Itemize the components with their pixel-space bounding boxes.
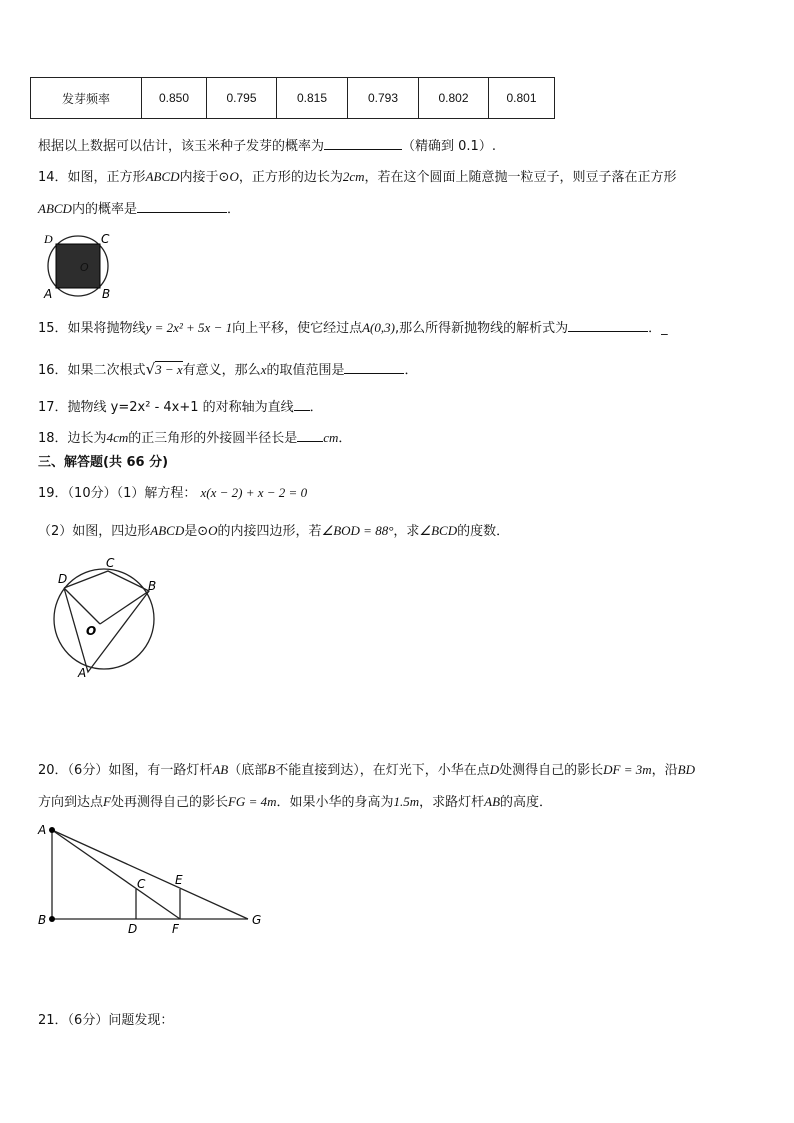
q19-part2: （2）如图，四边形ABCD是⊙O的内接四边形，若∠BOD = 88°，求∠BCD的度数． (38, 523, 510, 539)
label-o: O (80, 261, 89, 274)
answer-blank (137, 199, 227, 213)
q20-line2: 方向到达点F处再测得自己的影长FG = 4m．如果小华的身高为1.5m，求路灯杆AB的高度． (38, 794, 553, 810)
table-cell: 0.850 (142, 78, 207, 119)
q20-line1: 20．（6分）如图，有一路灯杆AB（底部B不能直接到达），在灯光下，小华在点D处测得自己的影长DF = 3m，沿BD (38, 762, 695, 778)
label-d: D (58, 572, 68, 586)
answer-blank (344, 360, 404, 374)
label-g: G (252, 913, 262, 927)
q19-part1: 19．（10分）（1）解方程： x(x − 2) + x − 2 = 0 (38, 485, 308, 501)
table-cell: 0.795 (207, 78, 277, 119)
label-a: A (44, 287, 53, 301)
q16: 16．如果二次根式√3 − x有意义，那么x的取值范围是 ． (38, 360, 418, 378)
answer-blank (297, 428, 323, 442)
label-b: B (148, 579, 157, 593)
label-f: F (172, 922, 179, 935)
table-row (31, 78, 555, 119)
label-o: O (86, 624, 97, 638)
q14-line2: ABCD内的概率是 ． (38, 201, 240, 217)
q14-figure (40, 230, 120, 302)
label-b: B (38, 913, 47, 927)
label-b: B (102, 287, 111, 301)
q13-conclusion: 根据以上数据可以估计，该玉米种子发芽的概率为 （精确到 0.1）. (38, 136, 496, 156)
label-c: C (137, 877, 146, 891)
q21: 21．（6分）问题发现： (38, 1013, 174, 1028)
answer-blank (324, 136, 402, 150)
table-cell: 0.815 (277, 78, 348, 119)
q17: 17．抛物线 y=2x² - 4x+1 的对称轴为直线 ． (38, 397, 323, 417)
table-cell: 0.801 (489, 78, 555, 119)
q18: 18．边长为4cm的正三角形的外接圆半径长是 cm． (38, 430, 352, 446)
label-d: D (128, 922, 138, 935)
label-c: C (106, 556, 115, 570)
label-d: D (44, 232, 53, 246)
answer-blank (294, 397, 310, 411)
label-e: E (175, 873, 183, 887)
answer-blank (568, 318, 648, 332)
table-cell: 0.793 (348, 78, 419, 119)
table-cell: 0.802 (419, 78, 489, 119)
table-row-label: 发芽频率 (31, 78, 142, 119)
section-heading: 三、解答题(共 66 分) (38, 455, 169, 470)
q20-figure (34, 820, 266, 935)
germination-rate-table (30, 77, 555, 119)
label-a: A (78, 666, 87, 680)
q19-figure (48, 555, 168, 680)
radical-sign: √ (145, 360, 156, 378)
label-a: A (38, 823, 47, 837)
q15: 15．如果将抛物线y = 2x² + 5x − 1向上平移，使它经过点A(0,3),那么所得新抛物线的解析式为 ．_ (38, 320, 668, 336)
q14-line1: 14．如图，正方形ABCD内接于⊙O，正方形的边长为2cm，若在这个圆面上随意抛一粒豆子，则豆子落在正方形 (38, 169, 677, 185)
label-c: C (101, 232, 110, 246)
